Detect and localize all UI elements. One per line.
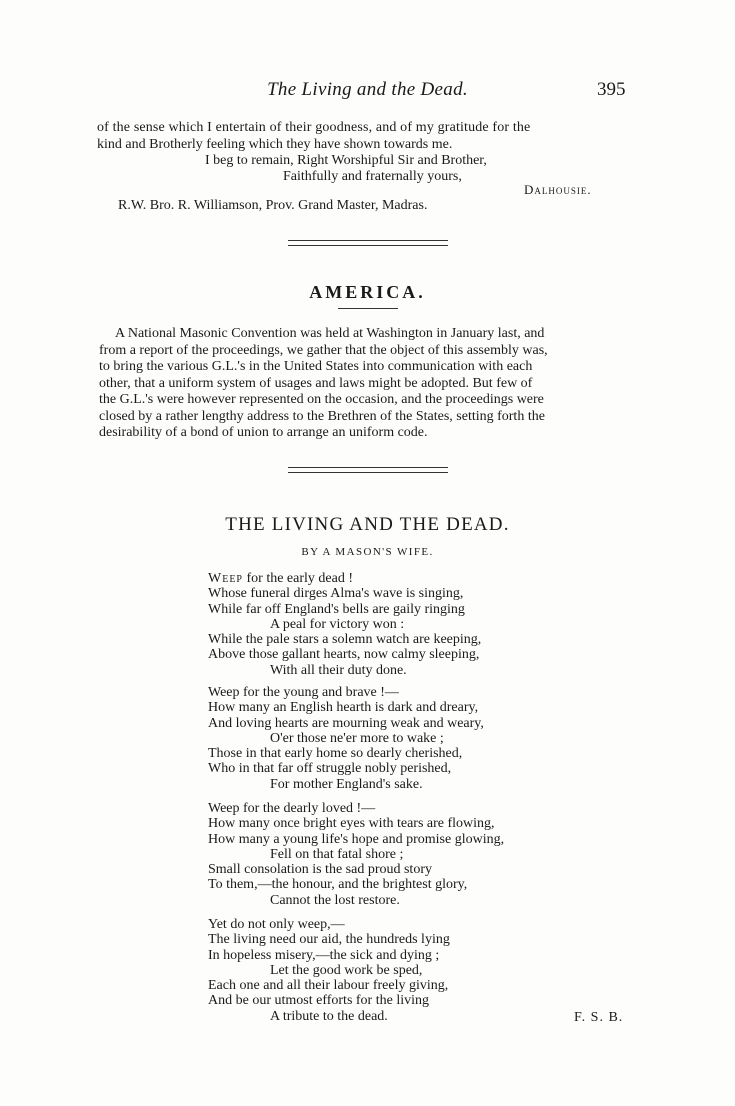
running-title: The Living and the Dead. bbox=[267, 79, 468, 100]
stanza-2-line-3: And loving hearts are mourning weak and weary, bbox=[208, 715, 484, 731]
stanza-1-line-2: Whose funeral dirges Alma's wave is singing, bbox=[208, 586, 464, 602]
poem-byline: BY A MASON'S WIFE. bbox=[301, 546, 434, 558]
stanza-1-line-3: While far off England's bells are gaily ringing bbox=[208, 601, 465, 617]
poem-stanza-4 bbox=[208, 917, 450, 1024]
america-heading-underline bbox=[338, 308, 398, 309]
drop-word: Weep bbox=[208, 571, 243, 586]
america-line-4: other, that a uniform system of usages and laws might be adopted. But few of bbox=[99, 375, 533, 391]
stanza-2-line-7: For mother England's sake. bbox=[270, 776, 423, 792]
stanza-1-line-4: A peal for victory won : bbox=[270, 616, 405, 632]
america-line-3: to bring the various G.L.'s in the United States into communication with each bbox=[99, 359, 533, 374]
letter-line-2: kind and Brotherly feeling which they have shown towards me. bbox=[97, 136, 453, 152]
stanza-3-line-2: How many once bright eyes with tears are flowing, bbox=[208, 816, 495, 832]
stanza-1-line-7: With all their duty done. bbox=[270, 662, 407, 678]
poem-title: THE LIVING AND THE DEAD. bbox=[225, 514, 510, 535]
stanza-3-line-1: Weep for the dearly loved !— bbox=[208, 801, 376, 816]
letter-closing bbox=[97, 120, 637, 153]
letter-signature: Dalhousie. bbox=[524, 182, 592, 197]
letter-line-4: Faithfully and fraternally yours, bbox=[283, 169, 462, 184]
america-paragraph bbox=[99, 326, 637, 442]
stanza-2-line-4: O'er those ne'er more to wake ; bbox=[270, 730, 444, 746]
page-number: 395 bbox=[597, 79, 626, 100]
stanza-2-line-2: How many an English hearth is dark and dreary, bbox=[208, 700, 479, 716]
america-line-7: desirability of a bond of union to arrange an uniform code. bbox=[99, 425, 428, 440]
stanza-2-line-5: Those in that early home so dearly cherished, bbox=[208, 746, 463, 762]
letter-line-1: of the sense which I entertain of their goodness, and of my gratitude for the bbox=[97, 120, 531, 135]
stanza-3-line-5: Small consolation is the sad proud story bbox=[208, 862, 432, 878]
america-line-2: from a report of the proceedings, we gather that the object of this assembly was, bbox=[99, 342, 548, 358]
america-line-6: closed by a rather lengthy address to the Brethren of the States, setting forth the bbox=[99, 408, 545, 424]
poem-stanza-3 bbox=[208, 801, 504, 908]
stanza-3-line-7: Cannot the lost restore. bbox=[270, 892, 400, 908]
stanza-2-line-1: Weep for the young and brave !— bbox=[208, 685, 399, 700]
poem-stanza-1 bbox=[208, 571, 481, 678]
stanza-1-line-6: Above those gallant hearts, now calmy sleeping, bbox=[208, 647, 480, 663]
stanza-3-line-6: To them,—the honour, and the brightest glory, bbox=[208, 877, 468, 893]
stanza-1-line-5: While the pale stars a solemn watch are keeping, bbox=[208, 632, 482, 648]
stanza-4-line-4: Let the good work be sped, bbox=[270, 962, 423, 978]
stanza-4-line-2: The living need our aid, the hundreds lying bbox=[208, 932, 450, 948]
stanza-4-line-7: A tribute to the dead. bbox=[270, 1008, 388, 1024]
america-line-5: the G.L.'s were however represented on the occasion, and the proceedings were bbox=[99, 392, 544, 407]
stanza-4-line-1: Yet do not only weep,— bbox=[208, 917, 345, 932]
stanza-4-line-3: In hopeless misery,—the sick and dying ; bbox=[208, 947, 440, 963]
stanza-2-line-6: Who in that far off struggle nobly perished, bbox=[208, 761, 452, 777]
stanza-3-line-3: How many a young life's hope and promise glowing, bbox=[208, 831, 505, 847]
stanza-1-line-1-rest: for the early dead ! bbox=[243, 571, 353, 586]
letter-line-3: I beg to remain, Right Worshipful Sir and Brother, bbox=[205, 153, 487, 168]
section-divider-2 bbox=[288, 467, 448, 473]
stanza-1-line-1 bbox=[208, 571, 481, 586]
poem-stanza-2 bbox=[208, 685, 484, 792]
stanza-4-line-6: And be our utmost efforts for the living bbox=[208, 993, 429, 1009]
america-heading: AMERICA. bbox=[309, 282, 426, 302]
letter-addressee: R.W. Bro. R. Williamson, Prov. Grand Master, Madras. bbox=[118, 198, 428, 213]
america-line-1: A National Masonic Convention was held at Washington in January last, and bbox=[115, 326, 545, 341]
stanza-4-line-5: Each one and all their labour freely giving, bbox=[208, 978, 449, 994]
stanza-3-line-4: Fell on that fatal shore ; bbox=[270, 846, 404, 862]
poem-signature: F. S. B. bbox=[574, 1010, 624, 1025]
section-divider-1 bbox=[288, 240, 448, 246]
